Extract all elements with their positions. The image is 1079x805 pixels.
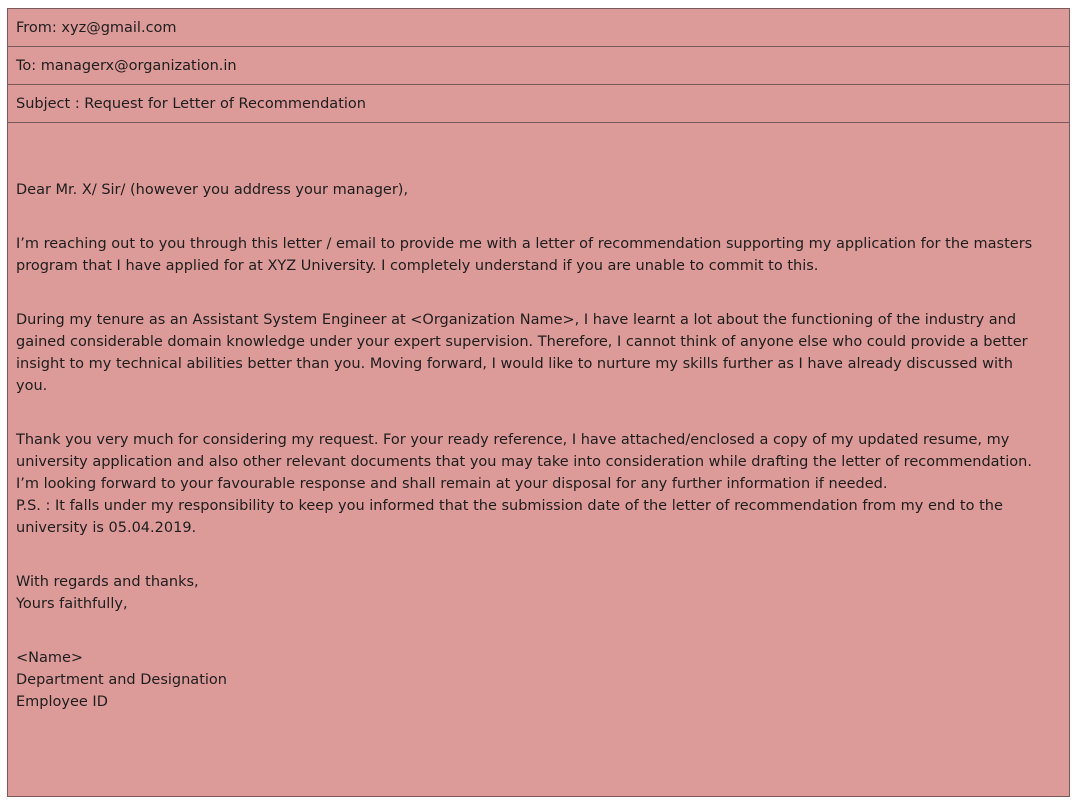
salutation xyxy=(16,179,1060,201)
paragraph-line: During my tenure as an Assistant System Engineer at <Organization Name>, I have learnt a lot about the functioning of the industry and xyxy=(16,312,1017,328)
subject-field: Subject : Request for Letter of Recommendation xyxy=(16,96,366,112)
closing xyxy=(16,571,1060,615)
signature-block xyxy=(16,647,1060,713)
paragraph-line: P.S. : It falls under my responsibility to keep you informed that the submission date of the letter of recommendation from my end to the xyxy=(16,498,1003,514)
closing-line: With regards and thanks, xyxy=(16,574,199,590)
paragraph-line: university application and also other relevant documents that you may take into consideration while drafting the letter of recommendation. xyxy=(16,454,1032,470)
paragraph-line: Thank you very much for considering my request. For your ready reference, I have attached/enclosed a copy of my updated resume, my xyxy=(16,432,1010,448)
subject-row xyxy=(8,85,1069,123)
paragraph-line: gained considerable domain knowledge under your expert supervision. Therefore, I cannot think of anyone else who could provide a better xyxy=(16,334,1028,350)
email-letter-sheet xyxy=(7,8,1070,797)
signature-name: <Name> xyxy=(16,650,84,666)
paragraph-request xyxy=(16,233,1060,277)
from-row xyxy=(8,9,1069,47)
paragraph-thanks xyxy=(16,429,1060,539)
to-row xyxy=(8,47,1069,85)
paragraph-line: you. xyxy=(16,378,48,394)
closing-line: Yours faithfully, xyxy=(16,596,128,612)
paragraph-line: I’m reaching out to you through this letter / email to provide me with a letter of recommendation supporting my application for the masters xyxy=(16,236,1033,252)
salutation-line: Dear Mr. X/ Sir/ (however you address your manager), xyxy=(16,182,409,198)
signature-employee-id: Employee ID xyxy=(16,694,108,710)
paragraph-line: university is 05.04.2019. xyxy=(16,520,197,536)
paragraph-tenure xyxy=(16,309,1060,397)
paragraph-line: insight to my technical abilities better than you. Moving forward, I would like to nurture my skills further as I have already discussed with xyxy=(16,356,1013,372)
paragraph-line: I’m looking forward to your favourable response and shall remain at your disposal for any further information if needed. xyxy=(16,476,888,492)
letter-body xyxy=(16,179,1060,745)
from-field: From: xyz@gmail.com xyxy=(16,20,177,36)
signature-designation: Department and Designation xyxy=(16,672,227,688)
paragraph-line: program that I have applied for at XYZ University. I completely understand if you are unable to commit to this. xyxy=(16,258,819,274)
to-field: To: managerx@organization.in xyxy=(16,58,237,74)
